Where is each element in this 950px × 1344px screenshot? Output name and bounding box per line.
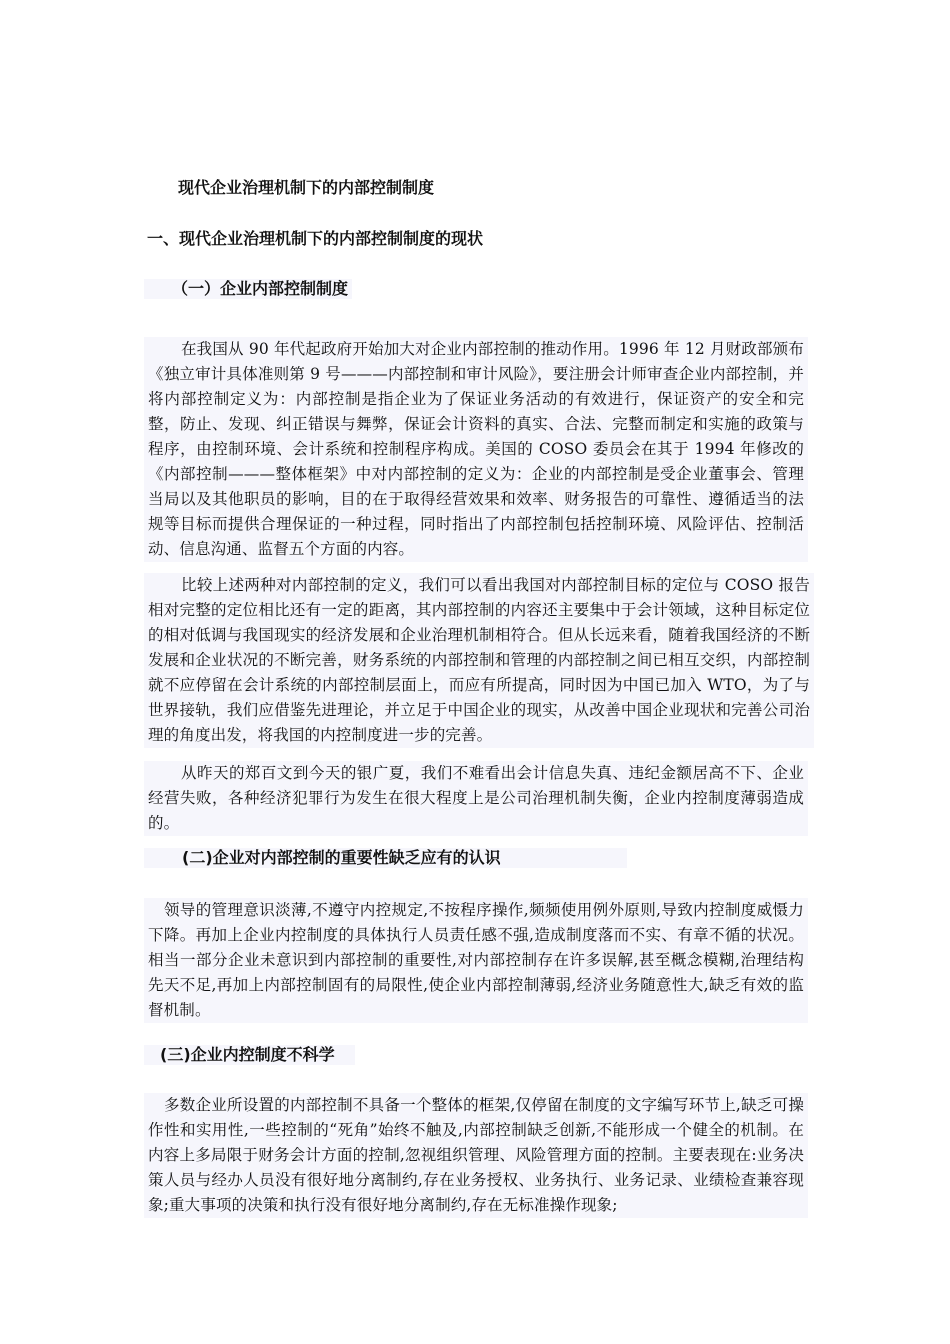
document-title: 现代企业治理机制下的内部控制制度 xyxy=(178,178,435,197)
paragraph-cases: 从昨天的郑百文到今天的银广夏，我们不难看出会计信息失真、违纪金额居高不下、企业经营失败，各种经济犯罪行为发生在很大程度上是公司治理机制失衡，企业内控制度薄弱造成的。 xyxy=(144,761,808,836)
paragraph-unscientific-system: 多数企业所设置的内部控制不具备一个整体的框架,仅停留在制度的文字编写环节上,缺乏可操作性和实用性,一些控制的“死角”始终不触及,内部控制缺乏创新,不能形成一个健全的机制。在内容上多局限于财务会计方面的控制,忽视组织管理、风险管理方面的控制。主要表现在:业务决策人员与经办人员没有很好地分离制约,存在业务授权、业务执行、业务记录、业绩检查兼容现象;重大事项的决策和执行没有很好地分离制约,存在无标准操作现象; xyxy=(144,1093,808,1218)
subsection-heading-2: (二)企业对内部控制的重要性缺乏应有的认识 xyxy=(144,848,627,868)
section-heading: 一、现代企业治理机制下的内部控制制度的现状 xyxy=(147,229,484,248)
subsection-heading-3: (三)企业内控制度不科学 xyxy=(144,1045,355,1065)
paragraph-internal-control-definition: 在我国从 90 年代起政府开始加大对企业内部控制的推动作用。1996 年 12 月财政部颁布《独立审计具体准则第 9 号———内部控制和审计风险》，要注册会计师审查企业内部控制，并将内部控制定义为：内部控制是指企业为了保证业务活动的有效进行，保证资产的安全和完整，防止、发现、纠正错误与舞弊，保证会计资料的真实、合法、完整而制定和实施的政策与程序，由控制环境、会计系统和控制程序构成。美国的 COSO 委员会在其于 1994 年修改的《内部控制———整体框架》中对内部控制的定义为：企业的内部控制是受企业董事会、管理当局以及其他职员的影响，目的在于取得经营效果和效率、财务报告的可靠性、遵循适当的法规等目标而提供合理保证的一种过程，同时指出了内部控制包括控制环境、风险评估、控制活动、信息沟通、监督五个方面的内容。 xyxy=(144,337,808,562)
paragraph-awareness: 领导的管理意识淡薄,不遵守内控规定,不按程序操作,频频使用例外原则,导致内控制度威慑力下降。再加上企业内控制度的具体执行人员责任感不强,造成制度落而不实、有章不循的状况。相当一部分企业未意识到内部控制的重要性,对内部控制存在许多误解,甚至概念模糊,治理结构先天不足,再加上内部控制固有的局限性,使企业内部控制薄弱,经济业务随意性大,缺乏有效的监督机制。 xyxy=(144,898,808,1023)
paragraph-comparison: 比较上述两种对内部控制的定义，我们可以看出我国对内部控制目标的定位与 COSO 报告相对完整的定位相比还有一定的距离，其内部控制的内容还主要集中于会计领域，这种目标定位的相对低调与我国现实的经济发展和企业治理机制相符合。但从长远来看，随着我国经济的不断发展和企业状况的不断完善，财务系统的内部控制和管理的内部控制之间已相互交织，内部控制就不应停留在会计系统的内部控制层面上，而应有所提高，同时因为中国已加入 WTO，为了与世界接轨，我们应借鉴先进理论，并立足于中国企业的现实，从改善中国企业现状和完善公司治理的角度出发，将我国的内控制度进一步的完善。 xyxy=(144,573,814,748)
subsection-heading-1: （一）企业内部控制制度 xyxy=(144,279,352,299)
